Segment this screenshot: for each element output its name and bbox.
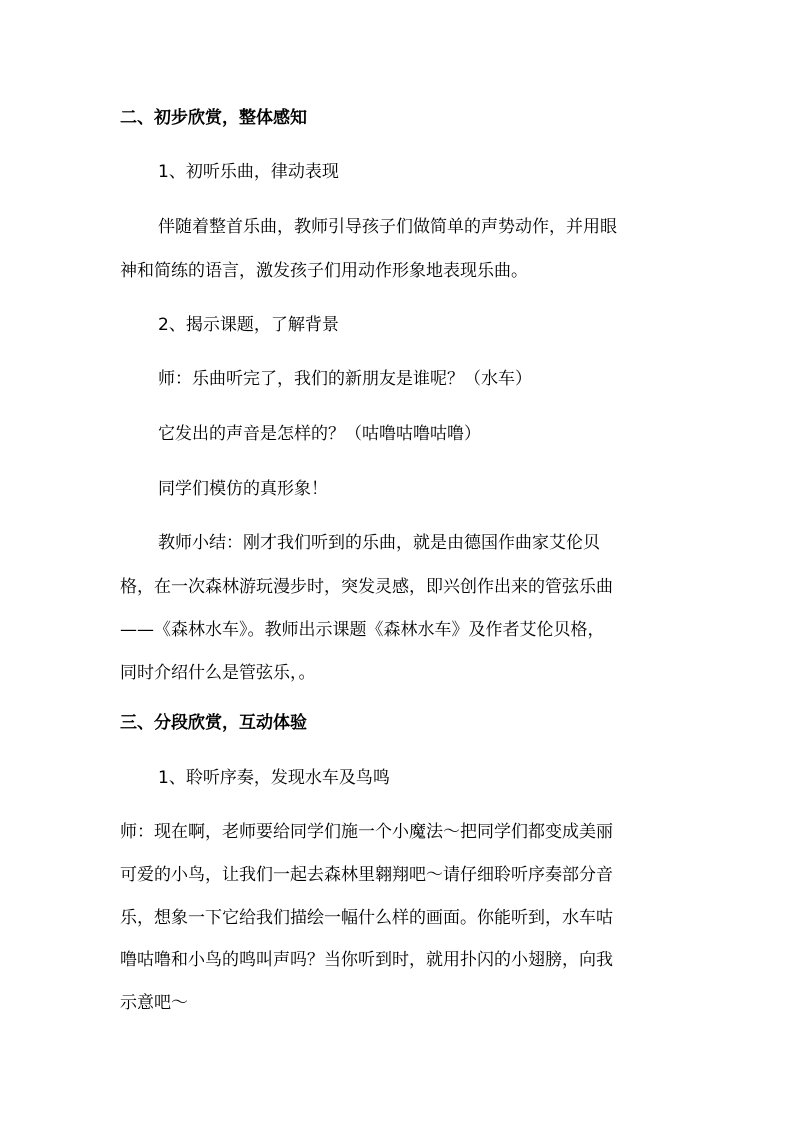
section2-item1-title: 1、初听乐曲，律动表现 bbox=[158, 162, 339, 182]
section2-summary-line3: ——《森林水车》。教师出示课题《森林水车》及作者艾伦贝格， bbox=[120, 620, 605, 640]
section3-paragraph-line5: 示意吧～ bbox=[120, 993, 188, 1013]
section2-summary-line4: 同时介绍什么是管弦乐，。 bbox=[120, 663, 316, 683]
section2-summary-line2: 格，在一次森林游玩漫步时，突发灵感，即兴创作出来的管弦乐曲 bbox=[120, 577, 613, 597]
section3-heading: 三、分段欣赏，互动体验 bbox=[120, 713, 307, 733]
section3-item1-title: 1、聆听序奏，发现水车及鸟鸣 bbox=[158, 768, 390, 788]
section3-paragraph-line4: 噜咕噜和小鸟的鸣叫声吗？当你听到时，就用扑闪的小翅膀，向我 bbox=[120, 950, 613, 970]
section3-paragraph-line1: 师：现在啊，老师要给同学们施一个小魔法～把同学们都变成美丽 bbox=[120, 822, 613, 842]
section2-heading: 二、初步欣赏，整体感知 bbox=[120, 108, 307, 128]
section2-dialog-line2: 它发出的声音是怎样的？（咕噜咕噜咕噜） bbox=[158, 424, 481, 444]
section2-summary-line1: 教师小结：刚才我们听到的乐曲，就是由德国作曲家艾伦贝 bbox=[158, 533, 600, 553]
section2-item1-paragraph-line1: 伴随着整首乐曲，教师引导孩子们做简单的声势动作，并用眼 bbox=[158, 217, 617, 237]
section2-dialog-line1: 师：乐曲听完了，我们的新朋友是谁呢？（水车） bbox=[158, 369, 532, 389]
section3-paragraph-line3: 乐，想象一下它给我们描绘一幅什么样的画面。你能听到，水车咕 bbox=[120, 908, 613, 928]
section2-item1-paragraph-line2: 神和简练的语言，激发孩子们用动作形象地表现乐曲。 bbox=[120, 261, 528, 281]
section3-paragraph-line2: 可爱的小鸟，让我们一起去森林里翱翔吧～请仔细聆听序奏部分音 bbox=[120, 865, 613, 885]
section2-item2-title: 2、揭示课题，了解背景 bbox=[158, 315, 339, 335]
section2-dialog-line3: 同学们模仿的真形象！ bbox=[158, 479, 328, 499]
